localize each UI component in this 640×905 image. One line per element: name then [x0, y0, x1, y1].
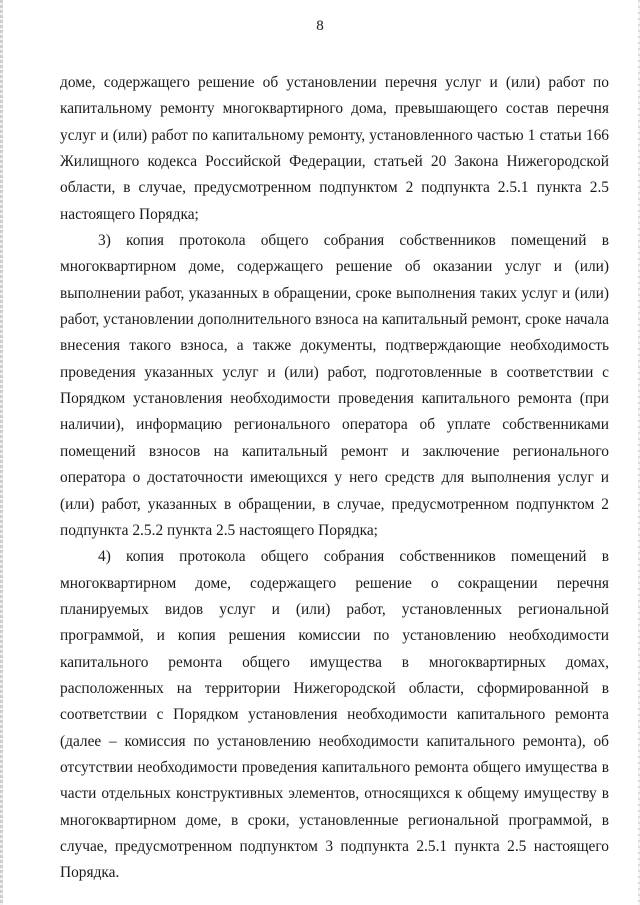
- page-number: 8: [316, 18, 324, 34]
- paragraph-item-3: 3) копия протокола общего собрания собственников помещений в многоквартирном доме, содержащего решение об оказании услуг и (или) выполнении работ, указанных в обращении, сроке выполнения таких услуг и (или) работ, установлении дополнительного взноса на капитальный ремонт, сроке начала внесения такого взноса, а также документы, подтверждающие необходимость проведения указанных услуг и (или) работ, подготовленные в соответствии с Порядком установления необходимости проведения капитального ремонта (при наличии), информацию регионального оператора об уплате собственниками помещений взносов на капитальный ремонт и заключение регионального оператора о достаточности имеющихся у него средств для выполнения услуг и (или) работ, указанных в обращении, в случае, предусмотренном подпунктом 2 подпункта 2.5.2 пункта 2.5 настоящего Порядка;: [60, 232, 609, 539]
- paragraph-item-4: 4) копия протокола общего собрания собственников помещений в многоквартирном доме, содержащего решение о сокращении перечня планируемых видов услуг и (или) работ, установленных региональной программой, и копия решения комиссии по установлению необходимости капитального ремонта общего имущества в многоквартирных домах, расположенных на территории Нижегородской области, сформированной в соответствии с Порядком установления необходимости капитального ремонта (далее – комиссия по установлению необходимости капитального ремонта), об отсутствии необходимости проведения капитального ремонта общего имущества в части отдельных конструктивных элементов, относящихся к общему имуществу в многоквартирном доме, в сроки, установленные региональной программой, в случае, предусмотренном подпунктом 3 подпункта 2.5.1 пункта 2.5 настоящего Порядка.: [60, 548, 609, 882]
- scan-edge-left: [0, 0, 3, 905]
- paragraph-continuation: доме, содержащего решение об установлении перечня услуг и (или) работ по капитальному ремонту многоквартирного дома, превышающего состав перечня услуг и (или) работ по капитальному ремонту, установленного частью 1 статьи 166 Жилищного кодекса Российской Федерации, статьей 20 Закона Нижегородской области, в случае, предусмотренном подпунктом 2 подпункта 2.5.1 пункта 2.5 настоящего Порядка;: [60, 74, 609, 223]
- document-body: [60, 70, 609, 887]
